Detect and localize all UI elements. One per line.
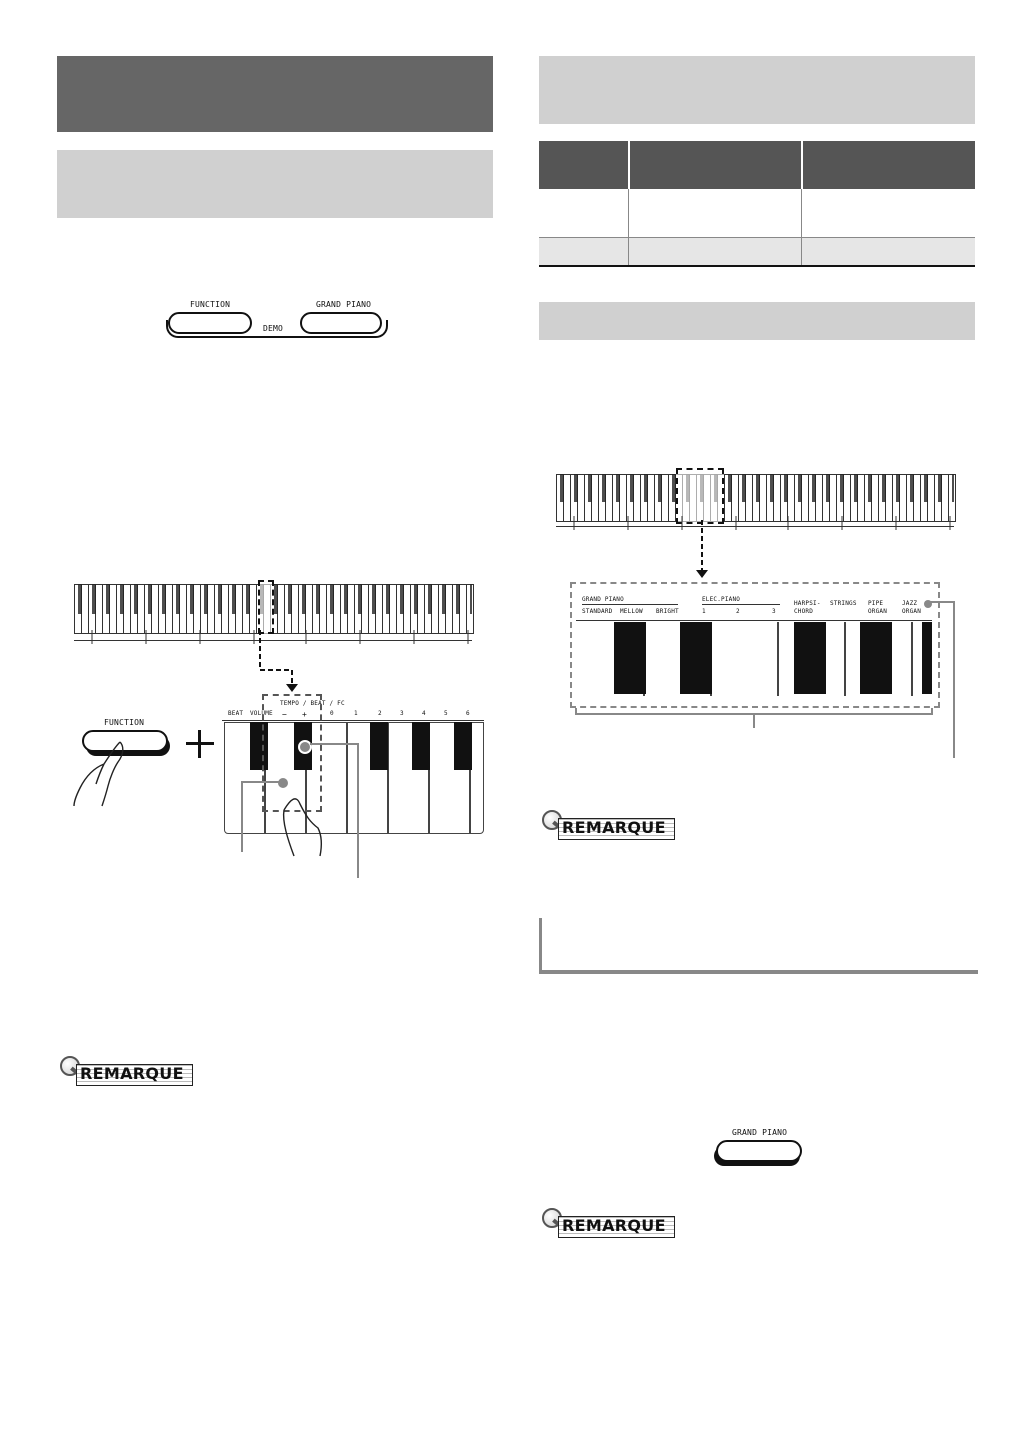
black-key[interactable] [860, 622, 892, 694]
elec-piano-group-label: ELEC.PIANO [702, 596, 741, 603]
tone-strings-label: STRINGS [830, 600, 857, 607]
number-key-4: 4 [422, 710, 426, 717]
black-key[interactable] [794, 622, 826, 694]
grand-piano-button-label-right: GRAND PIANO [732, 1128, 788, 1137]
tone-harpsichord-label: HARPSI- [794, 600, 821, 607]
tone-mellow-label: MELLOW [620, 608, 643, 615]
grand-piano-group-label: GRAND PIANO [582, 596, 624, 603]
grand-piano-button[interactable] [300, 312, 382, 334]
tempo-minus-label: − [282, 710, 288, 719]
jazz-organ-callout [926, 598, 966, 762]
dashed-arrow-right [694, 520, 714, 582]
tone-table [539, 141, 975, 267]
number-key-0: 0 [330, 710, 334, 717]
hand-icon [64, 738, 144, 808]
function-button[interactable] [168, 312, 252, 334]
highlighted-key-frame [258, 580, 274, 634]
number-key-3: 3 [400, 710, 404, 717]
grand-piano-button-label: GRAND PIANO [316, 300, 372, 309]
tone-pipe-organ-label: PIPE [868, 600, 884, 607]
number-key-2: 2 [378, 710, 382, 717]
tone-harpsichord-label-2: CHORD [794, 608, 814, 615]
black-key[interactable] [412, 722, 430, 770]
tone-standard-label: STANDARD [582, 608, 613, 615]
tone-bracket [574, 708, 936, 738]
remarque-note-right-2: REMARQUE [538, 1208, 678, 1238]
keyboard-ticks-right [556, 516, 956, 538]
table-row [539, 189, 975, 237]
number-key-6: 6 [466, 710, 470, 717]
table-row [539, 238, 975, 265]
tone-bright-label: BRIGHT [656, 608, 679, 615]
callout-lines-tempo [236, 740, 366, 880]
table-header-row [539, 141, 975, 189]
black-key[interactable] [454, 722, 472, 770]
tempo-group-label: TEMPO / BEAT / FC [280, 700, 345, 707]
black-key[interactable] [614, 622, 646, 694]
grand-piano-button-right[interactable] [716, 1140, 802, 1162]
section-header-band [57, 56, 493, 132]
remarque-note-left: REMARQUE [56, 1056, 196, 1086]
subsection-header-band [57, 150, 493, 218]
tone-keyboard-zoom [570, 582, 940, 708]
tone-elec-1-label: 1 [702, 608, 706, 615]
volume-key-label: VOLUME [250, 710, 273, 717]
plus-icon [186, 730, 214, 758]
tone-jazz-organ-label: JAZZ [902, 600, 918, 607]
beat-key-label: BEAT [228, 710, 244, 717]
tempo-plus-label: + [302, 710, 308, 719]
subsection-header-band-right [539, 302, 975, 340]
tone-elec-2-label: 2 [736, 608, 740, 615]
tone-elec-3-label: 3 [772, 608, 776, 615]
dashed-arrow-left [256, 630, 306, 694]
demo-label: DEMO [263, 324, 284, 333]
tone-jazz-organ-label-2: ORGAN [902, 608, 922, 615]
number-key-5: 5 [444, 710, 448, 717]
section-header-band-right [539, 56, 975, 124]
tone-pipe-organ-label-2: ORGAN [868, 608, 888, 615]
black-key[interactable] [370, 722, 388, 770]
section-box [539, 918, 978, 974]
demo-button-panel [160, 296, 390, 340]
function-button-label: FUNCTION [190, 300, 231, 309]
remarque-note-right: REMARQUE [538, 810, 678, 840]
function-label-combo: FUNCTION [104, 718, 145, 727]
number-key-1: 1 [354, 710, 358, 717]
black-key[interactable] [680, 622, 712, 694]
